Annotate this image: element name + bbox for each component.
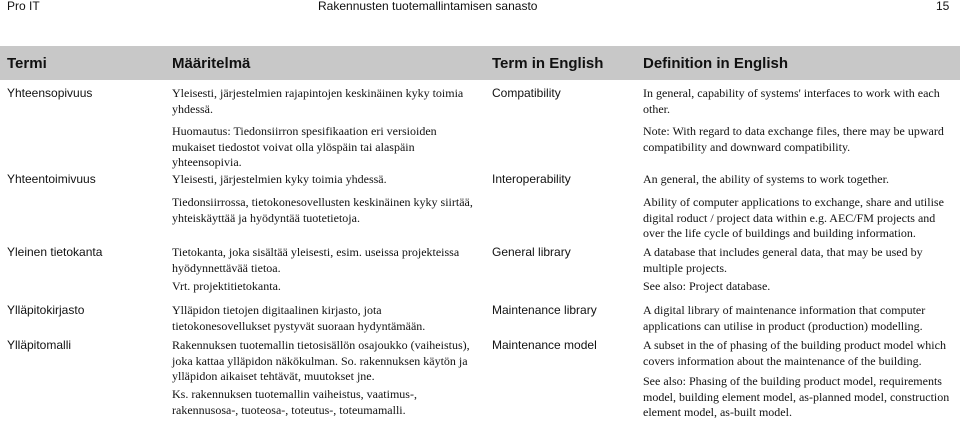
- row-definition-note: Tiedonsiirrossa, tietokonesovellusten keskinäinen kyky siirtää, yhteiskäyttää ja hyödyntää tuotetietoja.: [172, 195, 473, 225]
- column-header-term-en: Term in English: [492, 55, 604, 72]
- row-definition: Yleisesti, järjestelmien kyky toimia yhdessä.: [172, 172, 387, 186]
- row-definition: Tietokanta, joka sisältää yleisesti, esim. useissa projekteissa hyödynnettävää tietoa.: [172, 245, 460, 275]
- column-header-term: Termi: [7, 55, 47, 72]
- row-definition-en: In general, capability of systems' interfaces to work with each other.: [643, 86, 940, 116]
- row-definition-note: Ks. rakennuksen tuotemallin vaiheistus, vaatimus-, rakennusosa-, tuoteosa-, toteutus-, toteumamalli.: [172, 387, 417, 417]
- page-number: 15: [936, 0, 950, 13]
- column-header-row: [0, 46, 960, 80]
- row-definition-note: Huomautus: Tiedonsiirron spesifikaation eri versioiden mukaiset tiedostot voivat olla ylöspäin tai alaspäin yhteensopivia.: [172, 124, 437, 169]
- row-definition: Ylläpidon tietojen digitaalinen kirjasto, jota tietokonesovellukset pystyvät suoraan hydyntämään.: [172, 303, 426, 333]
- row-term: Ylläpitokirjasto: [7, 303, 85, 317]
- row-definition: Rakennuksen tuotemallin tietosisällön osajoukko (vaiheistus), joka kattaa ylläpidon näkökulman. So. rakennuksen käytön ja ylläpidon aikaiset tehtävät, muutokset jne.: [172, 338, 470, 383]
- row-term-en: Maintenance model: [492, 338, 597, 352]
- row-definition-en-note: Note: With regard to data exchange files, there may be upward compatibility and downward compatibility.: [643, 124, 944, 154]
- row-term: Ylläpitomalli: [7, 338, 72, 352]
- row-term-en: Interoperability: [492, 172, 571, 186]
- row-definition-en: An general, the ability of systems to work together.: [643, 172, 889, 186]
- row-term-en: General library: [492, 245, 571, 259]
- row-definition-en-note: Ability of computer applications to exchange, share and utilise digital roduct / project data within e.g. AEC/FM projects and over the life cycle of buildings and building information.: [643, 195, 944, 240]
- row-definition-en: A subset in the of phasing of the building product model which covers information about the maintenance of the building.: [643, 338, 946, 368]
- header-title: Rakennusten tuotemallintamisen sanasto: [318, 0, 538, 13]
- page-header: [0, 0, 960, 13]
- row-term: Yhteentoimivuus: [7, 172, 96, 186]
- row-term-en: Compatibility: [492, 86, 561, 100]
- row-term: Yhteensopivuus: [7, 86, 93, 100]
- row-definition-en: A database that includes general data, that may be used by multiple projects.: [643, 245, 923, 275]
- header-left: Pro IT: [7, 0, 40, 13]
- column-header-definition: Määritelmä: [172, 55, 251, 72]
- row-definition-en-note: See also: Project database.: [643, 279, 771, 293]
- row-definition-en-note: See also: Phasing of the building product model, requirements model, building element model, as-planned model, construction element model, as-built model.: [643, 374, 950, 419]
- row-term-en: Maintenance library: [492, 303, 597, 317]
- row-definition: Yleisesti, järjestelmien rajapintojen keskinäinen kyky toimia yhdessä.: [172, 86, 464, 116]
- column-header-definition-en: Definition in English: [643, 55, 788, 72]
- row-definition-note: Vrt. projektitietokanta.: [172, 279, 281, 293]
- row-definition-en: A digital library of maintenance information that computer applications can utilise in product (production) modelling.: [643, 303, 926, 333]
- row-term: Yleinen tietokanta: [7, 245, 103, 259]
